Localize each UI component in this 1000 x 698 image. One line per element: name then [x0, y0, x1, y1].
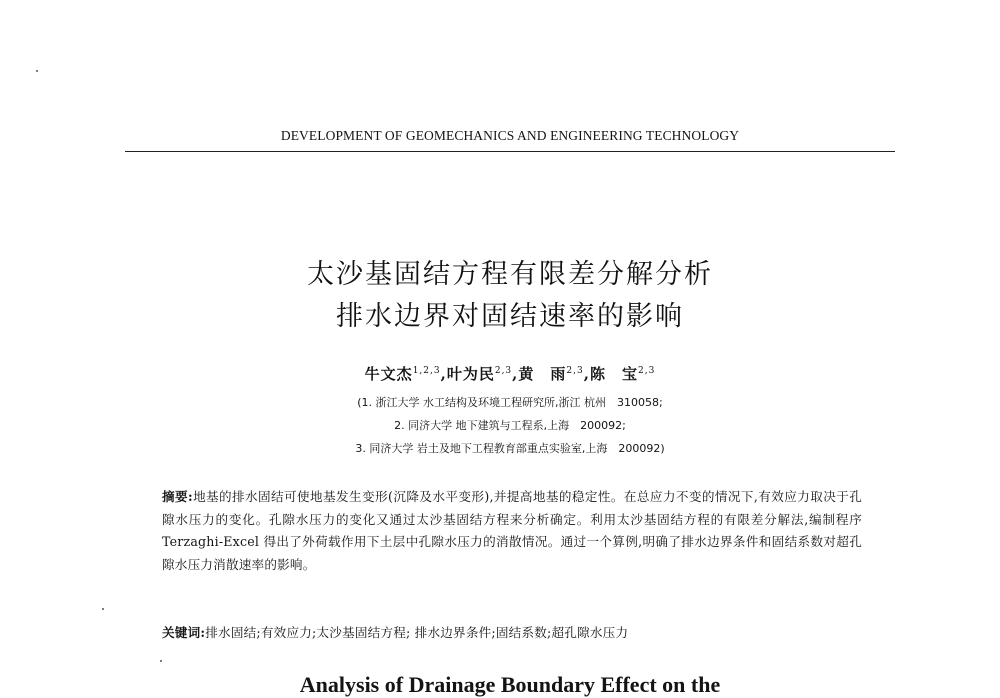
affiliation-2: 2. 同济大学 地下建筑与工程系,上海 200092; [394, 419, 626, 432]
keywords-label: 关键词: [162, 625, 206, 640]
journal-header: DEVELOPMENT OF GEOMECHANICS AND ENGINEERING TECHNOLOGY [280, 128, 740, 143]
keywords-text: 排水固结;有效应力;太沙基固结方程; 排水边界条件;固结系数;超孔隙水压力 [205, 625, 629, 640]
scan-speck [36, 70, 38, 72]
scan-speck [102, 608, 104, 610]
abstract-text: 地基的排水固结可使地基发生变形(沉降及水平变形),并提高地基的稳定性。在总应力不变的情况下,有效应力取决于孔隙水压力的变化。孔隙水压力的变化又通过太沙基固结方程来分析确定。利用太沙基固结方程的有限差分解法,编制程序 Terzaghi-Excel 得出了外荷载作用下土层中孔隙水压力的消散情况。通过一个算例,明确了排水边界条件和固结系数对超孔隙水压力消散速率的影响。 [162, 489, 863, 572]
abstract [162, 486, 862, 576]
keywords [162, 622, 862, 641]
author-name: 叶为民 [446, 365, 495, 383]
title-line-1: 太沙基固结方程有限差分解分析 [307, 259, 713, 290]
author-name: 陈 宝 [589, 365, 638, 383]
author-list: 牛文杰$^{1,2,3}$,叶为民$^{2,3}$,黄 雨$^{2,3}$,陈 宝$^{2,3}$ [364, 365, 656, 383]
author-affiliation-mark: 2,3 [494, 366, 513, 376]
affiliation-1: (1. 浙江大学 水工结构及环境工程研究所,浙江 杭州 310058; [357, 396, 663, 409]
author-name: 黄 雨 [518, 365, 567, 383]
header-rule [125, 151, 895, 152]
title-line-2: 排水边界对固结速率的影响 [336, 301, 684, 332]
english-title: Analysis of Drainage Boundary Effect on the [299, 672, 721, 697]
author-affiliation-mark: 1,2,3 [412, 366, 441, 376]
abstract-label: 摘要: [162, 489, 193, 504]
scan-speck [160, 660, 162, 662]
author-affiliation-mark: 2,3 [638, 366, 656, 376]
author-name: 牛文杰 [364, 365, 413, 383]
affiliation-3: 3. 同济大学 岩土及地下工程教育部重点实验室,上海 200092) [355, 442, 665, 455]
author-affiliation-mark: 2,3 [566, 366, 584, 376]
